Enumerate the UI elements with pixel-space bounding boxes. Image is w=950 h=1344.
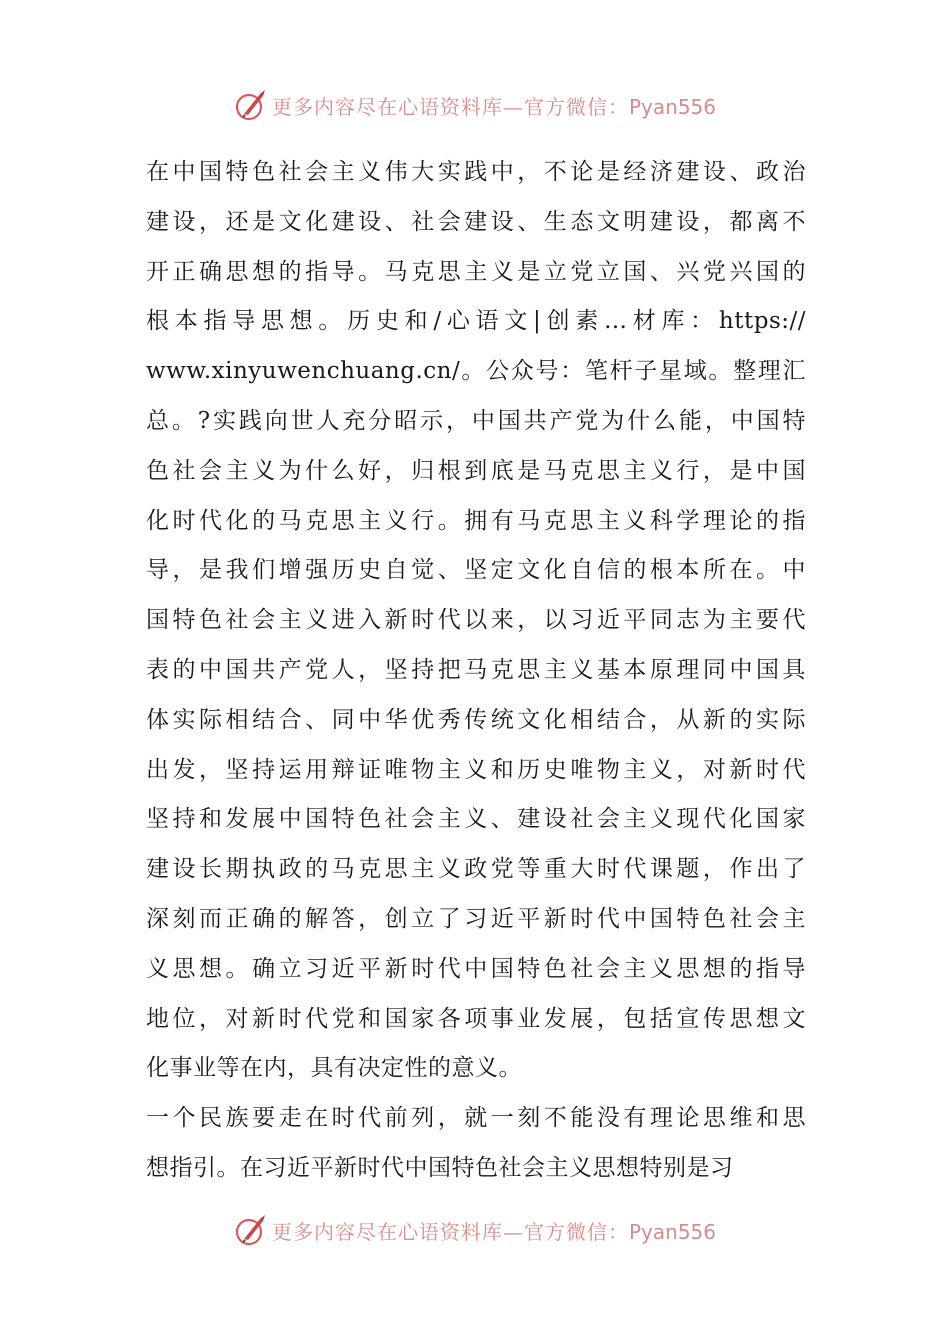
text-line: 想指引。在习近平新时代中国特色社会主义思想特别是习 xyxy=(146,1154,734,1181)
wechat-handle: Pyan556 xyxy=(628,94,716,119)
text-line: 深刻而正确的解答，创立了习近平新时代中国特色社会主 xyxy=(146,905,806,932)
text-line: 总。?实践向世人充分昭示，中国共产党为什么能，中国特 xyxy=(146,407,806,434)
text-line: 坚持和发展中国特色社会主义、建设社会主义现代化国家 xyxy=(146,806,806,833)
header-banner xyxy=(0,85,950,125)
wechat-handle: Pyan556 xyxy=(628,1219,716,1244)
text-line: 开正确思想的指导。马克思主义是立党立国、兴党兴国的 xyxy=(146,258,806,285)
text-line: 化时代化的马克思主义行。拥有马克思主义科学理论的指 xyxy=(146,507,806,534)
text-line: 出发，坚持运用辩证唯物主义和历史唯物主义，对新时代 xyxy=(146,756,806,783)
text-line: 表的中国共产党人，坚持把马克思主义基本原理同中国具 xyxy=(146,656,806,683)
text-line: www.xinyuwenchuang.cn/。公众号：笔杆子星域。整理汇 xyxy=(146,358,806,385)
text-line: 色社会主义为什么好，归根到底是马克思主义行，是中国 xyxy=(146,457,806,484)
text-line: 化事业等在内，具有决定性的意义。 xyxy=(146,1055,522,1082)
footer-banner-text: 更多内容尽在心语资料库—官方微信：Pyan556 xyxy=(271,1219,716,1244)
header-banner-text: 更多内容尽在心语资料库—官方微信：Pyan556 xyxy=(271,94,716,119)
text-line: 地位，对新时代党和国家各项事业发展，包括宣传思想文 xyxy=(146,1005,806,1032)
document-body xyxy=(146,148,806,1194)
text-line: 体实际相结合、同中华优秀传统文化相结合，从新的实际 xyxy=(146,706,806,733)
text-line: 在中国特色社会主义伟大实践中，不论是经济建设、政治 xyxy=(146,159,806,185)
text-line: 导，是我们增强历史自觉、坚定文化自信的根本所在。中 xyxy=(146,557,806,584)
text-line: 义思想。确立习近平新时代中国特色社会主义思想的指导 xyxy=(146,955,806,982)
paragraph-2 xyxy=(146,1094,806,1194)
paragraph-1 xyxy=(146,148,806,1094)
text-line: 国特色社会主义进入新时代以来，以习近平同志为主要代 xyxy=(146,607,806,634)
quill-pen-circle-icon xyxy=(234,88,268,122)
text-line: 一个民族要走在时代前列，就一刻不能没有理论思维和思 xyxy=(146,1105,806,1132)
text-line: 建设，还是文化建设、社会建设、生态文明建设，都离不 xyxy=(146,208,806,235)
text-line: 建设长期执政的马克思主义政党等重大时代课题，作出了 xyxy=(146,856,806,883)
footer-banner xyxy=(0,1210,950,1250)
text-line: 根本指导思想。历史和/心语文|创素…材库：https:// xyxy=(146,308,806,335)
quill-pen-circle-icon xyxy=(234,1213,268,1247)
